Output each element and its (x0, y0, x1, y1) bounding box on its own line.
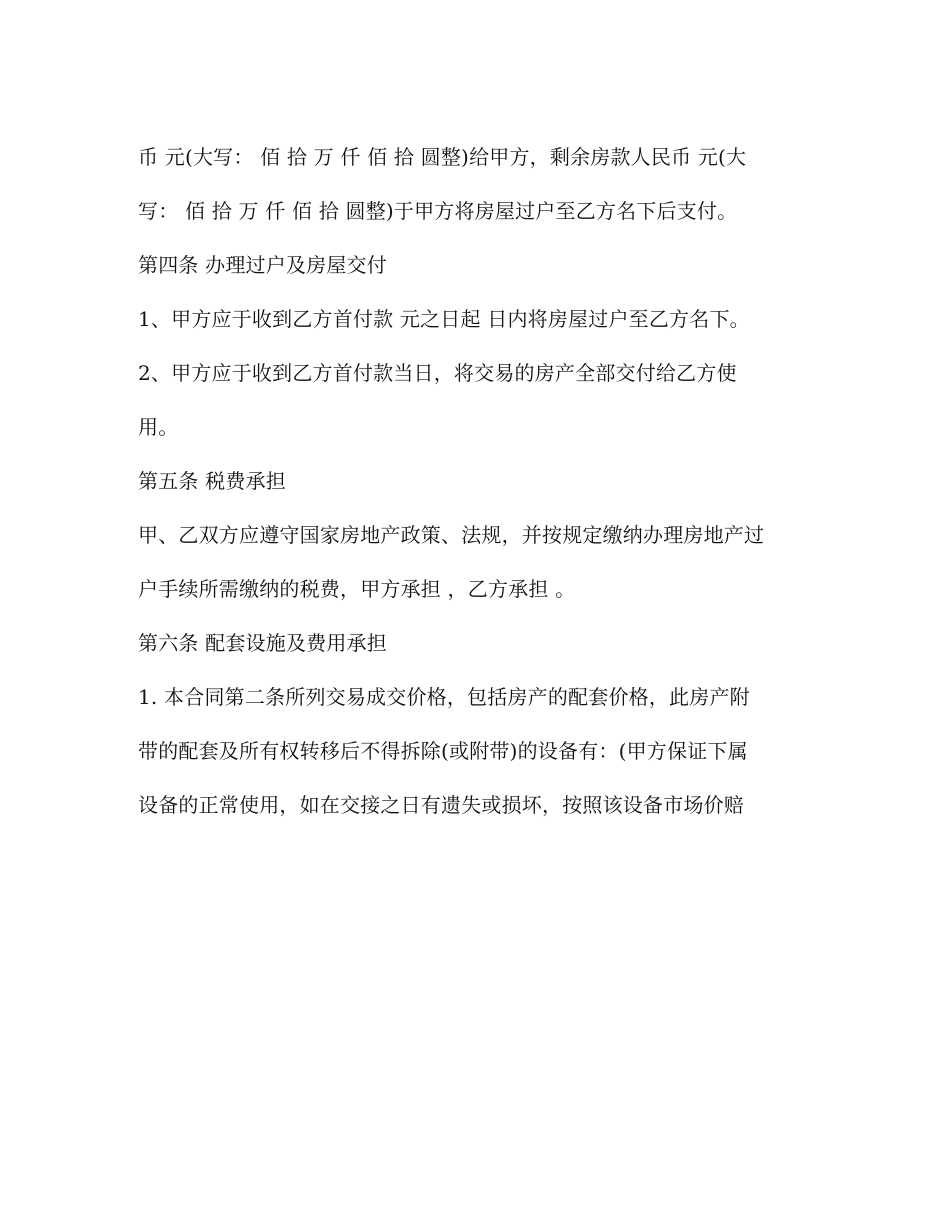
section-heading-5: 第五条 税费承担 (138, 469, 286, 493)
text-line-9: 户手续所需缴纳的税费，甲方承担 ，乙方承担 。 (138, 577, 576, 601)
text-line-8: 甲、乙双方应遵守国家房地产政策、法规，并按规定缴纳办理房地产过 (138, 523, 765, 547)
text-line-2: 写： 佰 拾 万 仟 佰 拾 圆整)于甲方将房屋过户至乙方名下后支付。 (138, 199, 738, 223)
text-line-1: 币 元(大写： 佰 拾 万 仟 佰 拾 圆整)给甲方，剩余房款人民币 元(大 (138, 145, 747, 169)
document-body (138, 137, 828, 839)
text-line-6: 用。 (138, 415, 179, 439)
text-line-12: 带的配套及所有权转移后不得拆除(或附带)的设备有：(甲方保证下属 (138, 739, 748, 763)
text-line-13: 设备的正常使用，如在交接之日有遗失或损坏，按照该设备市场价赔 (138, 793, 744, 817)
section-heading-4: 第四条 办理过户及房屋交付 (138, 253, 387, 277)
text-line-11: 1. 本合同第二条所列交易成交价格，包括房产的配套价格，此房产附 (138, 685, 750, 709)
text-line-4: 1、甲方应于收到乙方首付款 元之日起 日内将房屋过户至乙方名下。 (138, 307, 750, 331)
section-heading-6: 第六条 配套设施及费用承担 (138, 631, 387, 655)
text-line-5: 2、甲方应于收到乙方首付款当日，将交易的房产全部交付给乙方使 (138, 361, 737, 385)
